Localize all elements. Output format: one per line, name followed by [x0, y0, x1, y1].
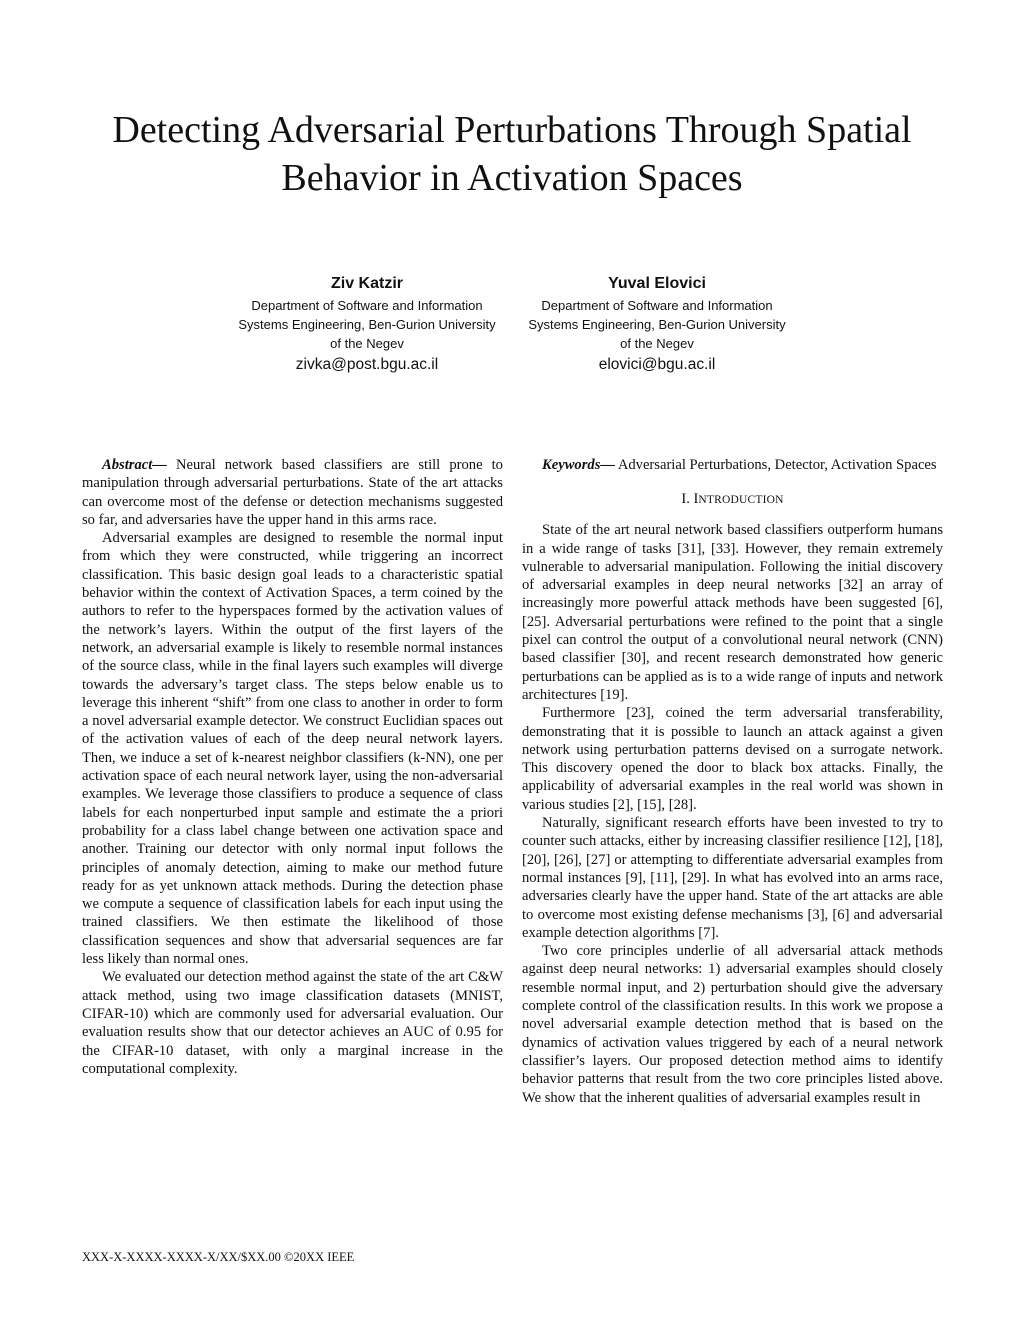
- author-name: Ziv Katzir: [330, 275, 403, 292]
- keywords-lead: Keywords—: [542, 457, 615, 473]
- intro-paragraph: Naturally, significant research efforts have been invested to try to counter such attacks, either by increasing classifier resilience [12], [18], [20], [26], [27] or attempting to differentiate adversarial examples from normal instances [9], [11], [29]. In what has evolved into an arms race, adversaries clearly have the upper hand. State of the art attacks are able to overcome most existing defense mechanisms [3], [6] and adversarial example detection algorithms [7].: [522, 815, 943, 941]
- intro-paragraph: State of the art neural network based classifiers outperform humans in a wide range of tasks [31], [33]. However, they remain extremely vulnerable to adversarial manipulation. Following the initial discovery of adversarial examples in deep neural networks [32] an array of increasingly more powerful attack methods have been suggested [6], [25]. Adversarial perturbations were refined to the point that a single pixel can control the output of a convolutional neural network (CNN) based classifier [30], and recent research demonstrated how generic perturbations can be applied as is to a wide range of inputs and network architectures [19].: [522, 522, 943, 703]
- author-affiliation-line: Systems Engineering, Ben-Gurion University: [528, 317, 786, 332]
- right-column: [522, 456, 943, 1107]
- copyright-footer: XXX-X-XXXX-XXXX-X/XX/$XX.00 ©20XX IEEE: [82, 1250, 355, 1264]
- abstract-paragraph: We evaluated our detection method against the state of the art C&W attack method, using two image classification datasets (MNIST, CIFAR-10) which are commonly used for adversarial evaluation. Our evaluation results show that our detector achieves an AUC of 0.95 for the CIFAR-10 dataset, with only a marginal increase in the computational complexity.: [82, 969, 503, 1077]
- section-number: I.: [681, 491, 690, 508]
- abstract-paragraph: [82, 456, 503, 529]
- section-title-initial: I: [693, 491, 699, 508]
- author-affiliation-line: Systems Engineering, Ben-Gurion University: [238, 317, 496, 332]
- author-email: elovici@bgu.ac.il: [598, 356, 716, 373]
- left-column: [82, 456, 503, 1078]
- intro-paragraph: Two core principles underlie of all adversarial attack methods against deep neural networks: 1) adversarial examples should closely resemble normal input, and 2) perturbation should give the adversary complete control of the classification results. In this work we propose a novel adversarial example detection method that is based on the dynamics of activation values triggered by each of a neural network classifier’s layers. Our proposed detection method aims to identify behavior patterns that result from the two core principles listed above. We show that the inherent qualities of adversarial examples result in: [522, 943, 943, 1106]
- keywords-paragraph: [522, 456, 943, 474]
- section-heading-introduction: [522, 490, 943, 509]
- author-affiliation-line: Department of Software and Information: [251, 298, 483, 313]
- abstract-lead: Abstract—: [102, 457, 167, 473]
- abstract-paragraph: Adversarial examples are designed to resemble the normal input from which they were constructed, while triggering an incorrect classification. This basic design goal leads to a characteristic spatial behavior within the context of Activation Spaces, a term coined by the authors to refer to the hyperspaces formed by the activation values of the network’s layers. Within the output of the first layers of the network, an adversarial example is likely to resemble normal instances of the source class, while in the final layers such examples will diverge towards the adversary’s target class. The steps below enable us to leverage this inherent “shift” from one class to another in order to form a novel adversarial example detector. We construct Euclidian spaces out of the activation values of each of the deep neural network layers. Then, we induce a set of k-nearest neighbor classifiers (k-NN), one per activation space of each neural network layer, using the non-adversarial examples. We leverage those classifiers to produce a sequence of class labels for each nonperturbed input sample and estimate the a priori probability for a class label change between one activation space and another. Training our detector with only normal input follows the principles of anomaly detection, aiming to make our method future ready for as yet unknown attack methods. During the detection phase we compute a sequence of classification labels for each input using the trained classifiers. We then estimate the likelihood of those classification sequences and show that adversarial sequences are far less likely than normal ones.: [82, 530, 503, 968]
- author-affiliation-line: of the Negev: [620, 336, 694, 351]
- author-block: [217, 272, 517, 377]
- author-affiliation-line: Department of Software and Information: [541, 298, 773, 313]
- keywords-text: Adversarial Perturbations, Detector, Activation Spaces: [617, 457, 937, 473]
- author-block: [507, 272, 807, 377]
- section-title-rest: NTRODUCTION: [698, 494, 784, 507]
- author-name: Yuval Elovici: [608, 275, 706, 292]
- intro-paragraph: Furthermore [23], coined the term adversarial transferability, demonstrating that it is possible to launch an attack against a given network using perturbation patterns devised on a surrogate network. This discovery opened the door to black box attacks. Finally, the applicability of adversarial examples in the real world was shown in various studies [2], [15], [28].: [522, 705, 943, 813]
- author-email: zivka@post.bgu.ac.il: [295, 356, 439, 373]
- author-affiliation-line: of the Negev: [330, 336, 404, 351]
- paper-title: Detecting Adversarial Perturbations Through Spatial Behavior in Activation Spaces: [112, 109, 912, 199]
- abstract-text: Neural network based classifiers are still prone to manipulation through adversarial perturbations. State of the art attacks can overcome most of the defense or detection mechanisms suggested so far, and adversaries have the upper hand in this arms race.: [82, 457, 503, 528]
